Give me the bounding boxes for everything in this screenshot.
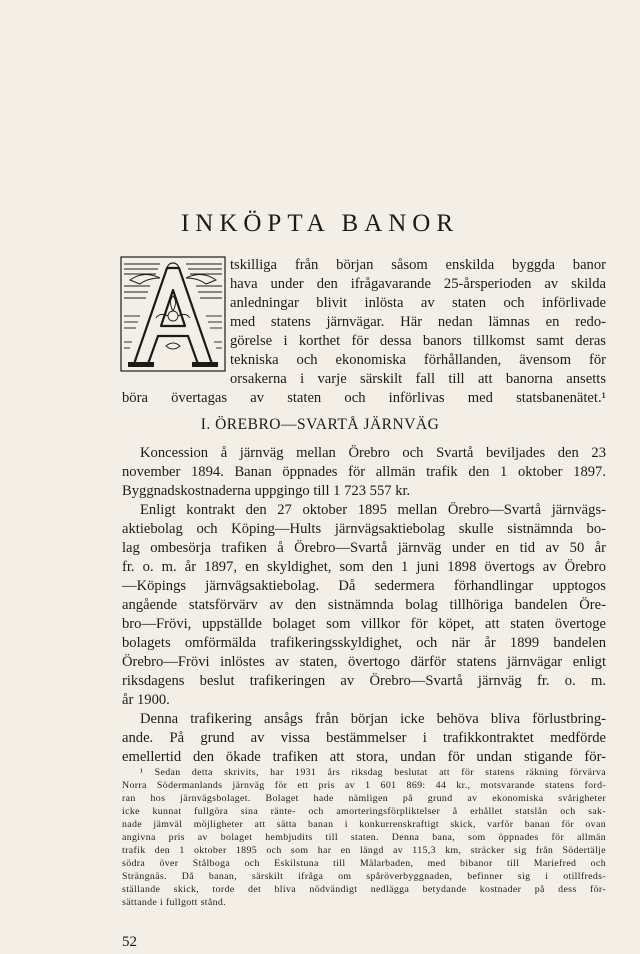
footnote-line: ran hos järnvägsbolaget. Bolaget hade nämligen på grund av ekonomiska svårigheter bbox=[122, 793, 606, 804]
body-line: Örebro—Frövi inlöstes av staten, övertogo därför statens järnvägar enligt bbox=[122, 654, 606, 670]
body-line: riksdagens beslut trafikeringen av Örebro—Svartå järnväg fr. o. m. bbox=[122, 673, 606, 689]
intro-line: orsakerna i varje särskilt fall till att banorna ansetts bbox=[230, 371, 606, 387]
body-line: år 1900. bbox=[122, 692, 170, 708]
body-line: —Köpings järnvägsaktiebolag. Då sedermera förhandlingar upptogos bbox=[122, 578, 606, 594]
footnote-line: ¹ Sedan detta skrivits, har 1931 års riksdag beslutat att för statens räkning förvärva bbox=[140, 767, 606, 778]
body-line: Byggnadskostnaderna uppgingo till 1 723 557 kr. bbox=[122, 483, 411, 499]
body-line: bro—Frövi, uppställde bolaget som villkor för köpet, att staten övertoge bbox=[122, 616, 606, 632]
intro-line: med statens järnvägar. Här nedan lämnas en redo- bbox=[230, 314, 606, 330]
footnote-line: trafik den 1 oktober 1895 och som har en längd av 115,3 km, sträcker sig från Södertälje bbox=[122, 845, 606, 856]
body-line: lag ombesörja trafiken å Örebro—Svartå järnväg under en tid av 50 år bbox=[122, 540, 606, 556]
body-line: emellertid den ökade trafiken att stora, undan för undan stigande för- bbox=[122, 749, 606, 765]
intro-line: hava under den ifrågavarande 25-årsperioden av skilda bbox=[230, 276, 606, 292]
footnote-line: nade jämväl möjligheter att sätta banan i konkurrenskraftigt skick, varför banan för ovan bbox=[122, 819, 606, 830]
footnote-line: Norra Södermanlands järnväg för ett pris av 1 601 869: 44 kr., motsvarande statens ford- bbox=[122, 780, 606, 791]
footnote-line: ställande skick, torde det bliva nödvändigt nedlägga betydande kostnader på dess för- bbox=[122, 884, 606, 895]
intro-line: görelse i korthet för dessa banors tillkomst samt deras bbox=[230, 333, 606, 349]
footnote-line: södra över Stålboga och Eskilstuna till Mälarbaden, med bibanor till Mariefred och bbox=[122, 858, 606, 869]
body-line: Koncession å järnväg mellan Örebro och Svartå beviljades den 23 bbox=[140, 445, 606, 461]
intro-line: anledningar blivit inlösta av staten och införlivade bbox=[230, 295, 606, 311]
body-line: ande. På grund av vissa bestämmelser i trafikkontraktet medförde bbox=[122, 730, 606, 746]
body-line: november 1894. Banan öppnades för allmän trafik den 1 oktober 1897. bbox=[122, 464, 606, 480]
footnote-line: icke kunnat fullgöra sina ränte- och amorteringsförpliktelser å erhållet statslån och sak- bbox=[122, 806, 606, 817]
chapter-title: INKÖPTA BANOR bbox=[180, 210, 460, 237]
footnote-line: Strängnäs. Då banan, särskilt ifråga om spåröverbyggnaden, befinner sig i otillfreds- bbox=[122, 871, 606, 882]
body-line: Enligt kontrakt den 27 oktober 1895 mellan Örebro—Svartå järnvägs- bbox=[140, 502, 606, 518]
ornamental-drop-cap bbox=[120, 256, 226, 372]
body-line: aktiebolag och Köping—Hults järnvägsaktiebolag skulle sistnämnda bo- bbox=[122, 521, 606, 537]
intro-line: tskilliga från början såsom enskilda byggda banor bbox=[230, 257, 606, 273]
intro-line: tekniska och ekonomiska förhållanden, ävensom för bbox=[230, 352, 606, 368]
section-heading: I. ÖREBRO—SVARTÅ JÄRNVÄG bbox=[200, 416, 440, 433]
footnote-line: angivna pris av bolaget hembjudits till staten. Denna bana, som öppnades för allmän bbox=[122, 832, 606, 843]
intro-line: böra övertagas av staten och införlivas med statsbanenätet.¹ bbox=[122, 390, 606, 406]
drop-cap-ornament-icon bbox=[120, 256, 226, 372]
page-number: 52 bbox=[122, 934, 137, 950]
footnote-line: sättande i fullgott stånd. bbox=[122, 897, 226, 908]
body-line: Denna trafikering ansågs från början icke behöva bliva förlustbring- bbox=[140, 711, 606, 727]
body-line: bolagets omförmälda trafikeringsskyldighet, och när år 1899 bandelen bbox=[122, 635, 606, 651]
body-line: angående statsförvärv av den sistnämnda bolag tillhöriga bandelen Öre- bbox=[122, 597, 606, 613]
body-line: fr. o. m. år 1897, en skyldighet, som den 1 juni 1898 övertogs av Örebro bbox=[122, 559, 606, 575]
